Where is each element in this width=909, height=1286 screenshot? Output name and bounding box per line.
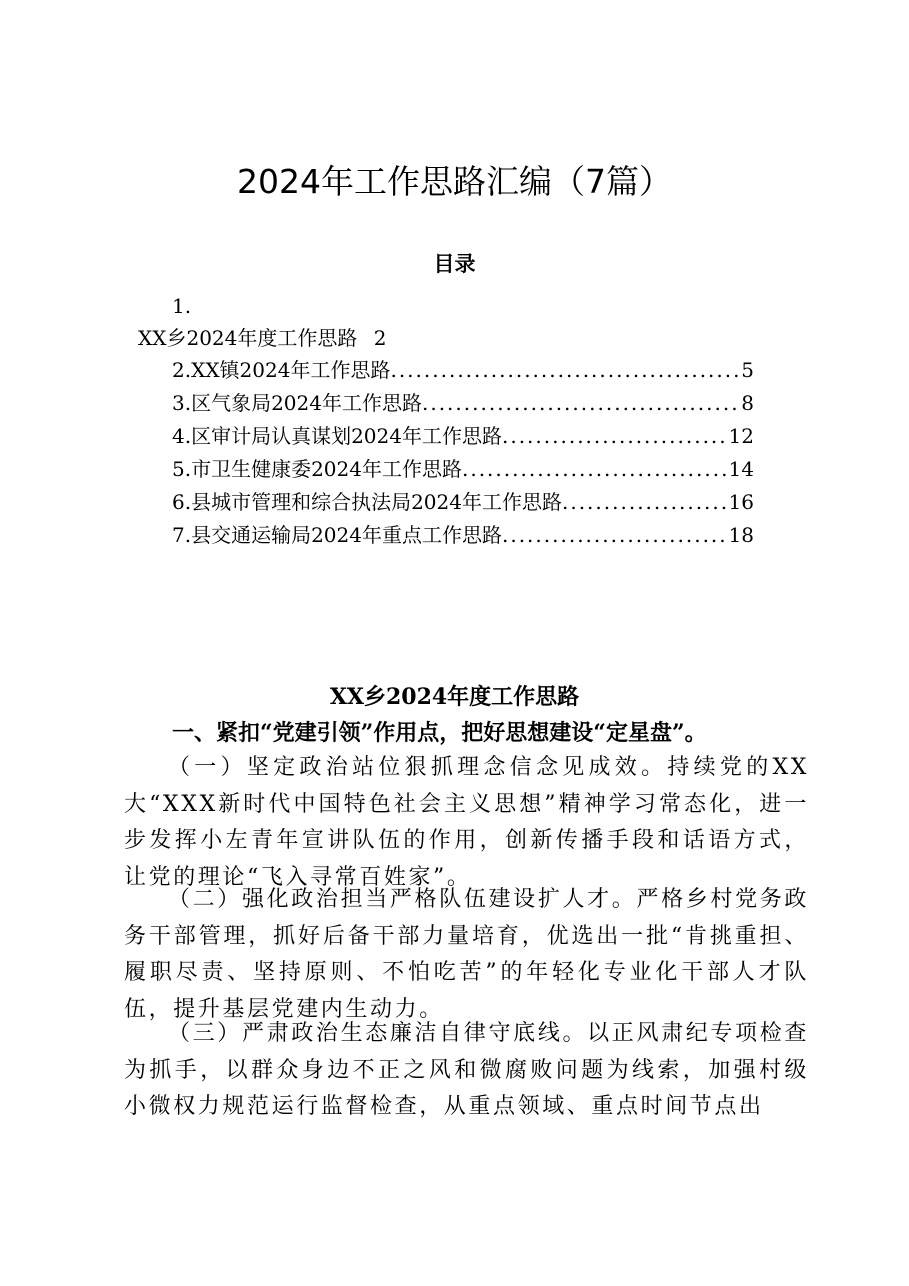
toc-item-label: 2.XX镇2024年工作思路 xyxy=(172,358,391,382)
toc-item-page: 12 xyxy=(728,424,754,448)
toc-item-label: 7.县交通运输局2024年重点工作思路 xyxy=(172,523,502,547)
toc-leader-dots xyxy=(502,519,727,551)
toc-item-6 xyxy=(172,486,754,518)
toc-item-label: 5.市卫生健康委2024年工作思路 xyxy=(172,457,462,481)
toc-leader-dots xyxy=(390,354,739,386)
paragraph-2: （二）强化政治担当严格队伍建设扩人才。严格乡村党务政务干部管理，抓好后备干部力量培育，优选出一批“肯挑重担、履职尽责、坚持原则、不怕吃苦”的年轻化专业化干部人才队伍，提升基层党建内生动力。 xyxy=(124,887,809,1022)
toc-item-label: 4.区审计局认真谋划2024年工作思路 xyxy=(172,424,502,448)
toc-item-1-page: 2 xyxy=(373,326,387,350)
toc-item-1-number: 1. xyxy=(172,294,192,318)
toc-item-5 xyxy=(172,453,754,485)
toc-item-1 xyxy=(138,322,386,354)
toc-item-page: 14 xyxy=(728,457,754,481)
toc-item-4 xyxy=(172,420,754,452)
toc-item-1-title: XX乡2024年度工作思路 xyxy=(138,326,358,350)
article-title: XX乡2024年度工作思路 xyxy=(329,684,580,710)
toc-leader-dots xyxy=(422,387,739,419)
toc-heading: 目录 xyxy=(433,251,476,276)
toc-leader-dots xyxy=(562,486,727,518)
paragraph-1: （一）坚定政治站位狠抓理念信念见成效。持续党的XX大“XXX新时代中国特色社会主义思想”精神学习常态化，进一步发挥小左青年宣讲队伍的作用，创新传播手段和话语方式，让党的理论“飞入寻常百姓家”。 xyxy=(124,755,809,890)
toc-item-7 xyxy=(172,519,754,551)
document-title: 2024年工作思路汇编（7篇） xyxy=(237,162,672,201)
toc-leader-dots xyxy=(502,420,727,452)
toc-item-label: 6.县城市管理和综合执法局2024年工作思路 xyxy=(172,490,562,514)
toc-item-page: 5 xyxy=(741,358,754,382)
paragraph-3: （三）严肃政治生态廉洁自律守底线。以正风肃纪专项检查为抓手，以群众身边不正之风和微腐败问题为线索，加强村级小微权力规范运行监督检查，从重点领域、重点时间节点出 xyxy=(124,1021,809,1119)
toc-item-3 xyxy=(172,387,754,419)
toc-item-2 xyxy=(172,354,754,386)
toc-item-label: 3.区气象局2024年工作思路 xyxy=(172,391,422,415)
toc-item-page: 8 xyxy=(741,391,754,415)
toc-item-page: 18 xyxy=(728,523,754,547)
toc-leader-dots xyxy=(462,453,727,485)
section-heading: 一、紧扣“党建引领”作用点，把好思想建设“定星盘”。 xyxy=(172,720,707,746)
toc-item-page: 16 xyxy=(728,490,754,514)
